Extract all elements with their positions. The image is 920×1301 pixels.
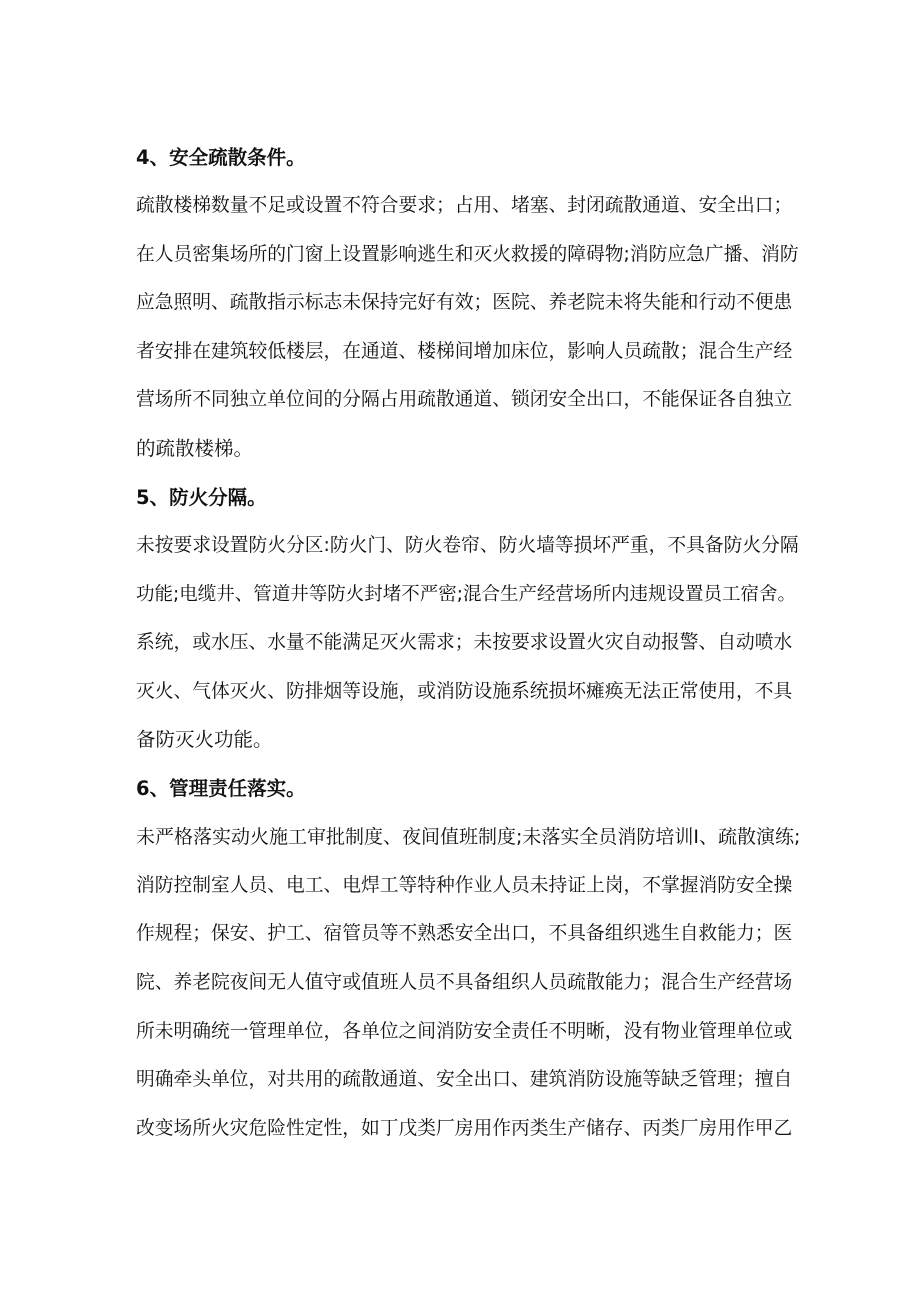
paragraph-line: 功能;电缆井、管道井等防火封堵不严密;混合生产经营场所内违规设置员工宿舍。 [136, 584, 796, 605]
paragraph-line: 未按要求设置防火分区:防火门、防火卷帘、防火墙等损坏严重，不具备防火分隔 [136, 535, 799, 556]
paragraph-line: 营场所不同独立单位间的分隔占用疏散通道、锁闭安全出口，不能保证各自独立 [136, 389, 793, 410]
paragraph-line: 明确牵头单位，对共用的疏散通道、安全出口、建筑消防设施等缺乏管理；擅自 [136, 1069, 793, 1090]
paragraph-line: 应急照明、疏散指示标志未保持完好有效；医院、养老院未将失能和行动不便患 [136, 292, 793, 313]
section-heading: 4、安全疏散条件。 [136, 146, 306, 169]
paragraph-line: 系统，或水压、水量不能满足灭火需求；未按要求设置火灾自动报警、自动喷水 [136, 632, 793, 653]
paragraph-line: 的疏散楼梯。 [136, 437, 254, 460]
paragraph-line: 改变场所火灾危险性定性，如丁戊类厂房用作丙类生产储存、丙类厂房用作甲乙 [136, 1118, 793, 1139]
section-heading: 5、防火分隔。 [136, 486, 267, 509]
paragraph-line: 消防控制室人员、电工、电焊工等特种作业人员未持证上岗，不掌握消防安全操 [136, 875, 793, 896]
paragraph-line: 备防灭火功能。 [136, 728, 273, 751]
paragraph-line: 者安排在建筑较低楼层，在通道、楼梯间增加床位，影响人员疏散；混合生产经 [136, 341, 793, 362]
paragraph-line: 作规程；保安、护工、宿管员等不熟悉安全出口，不具备组织逃生自救能力；医 [136, 923, 793, 944]
paragraph-line: 未严格落实动火施工审批制度、夜间值班制度;未落实全员消防培训Ⅰ、疏散演练; [136, 826, 801, 848]
paragraph-line: 灭火、气体灭火、防排烟等设施，或消防设施系统损坏瘫痪无法正常使用，不具 [136, 681, 793, 702]
section-heading: 6、管理责任落实。 [136, 777, 306, 800]
paragraph-line: 所未明确统一管理单位，各单位之间消防安全责任不明晰，没有物业管理单位或 [136, 1021, 793, 1042]
paragraph-line: 在人员密集场所的门窗上设置影响逃生和灭火救援的障碍物;消防应急广播、消防 [136, 244, 799, 265]
paragraph-line: 疏散楼梯数量不足或设置不符合要求；占用、堵塞、封闭疏散通道、安全出口； [136, 195, 793, 216]
paragraph-line: 院、养老院夜间无人值守或值班人员不具备组织人员疏散能力；混合生产经营场 [136, 972, 793, 993]
